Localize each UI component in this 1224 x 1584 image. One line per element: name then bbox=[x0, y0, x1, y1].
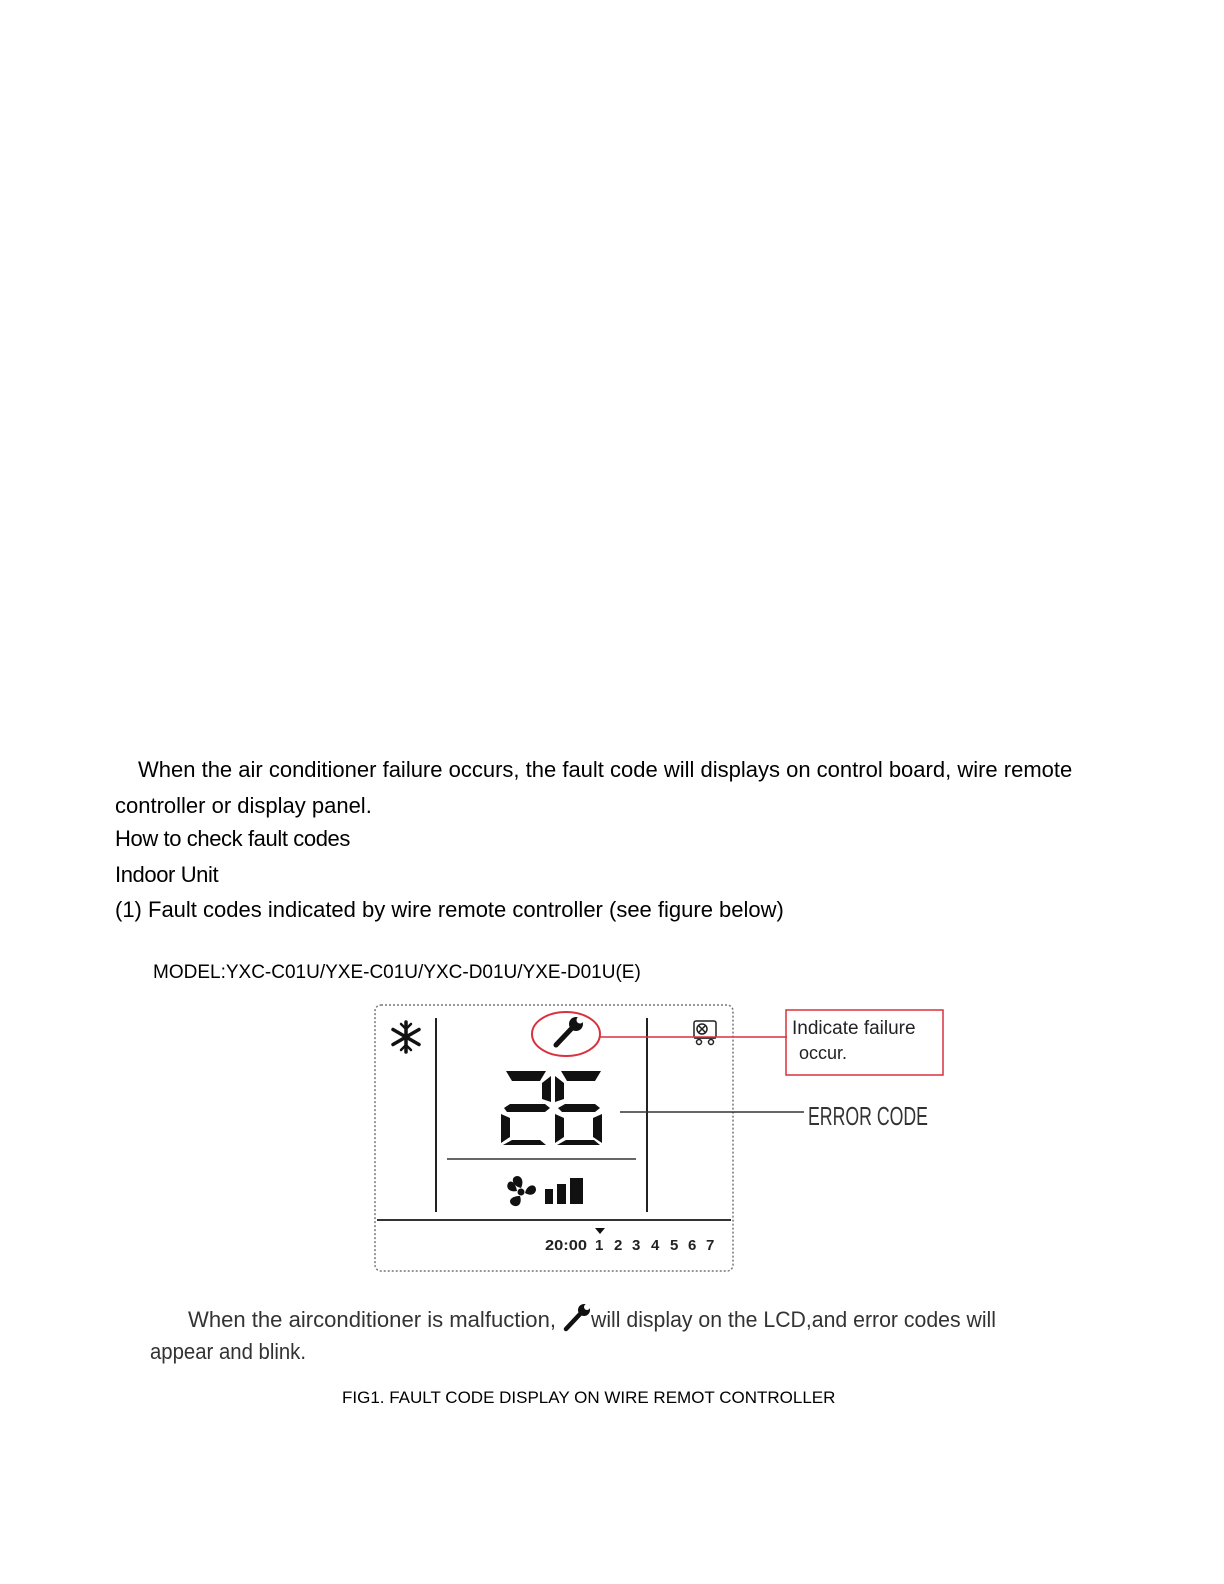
weekday-7: 7 bbox=[706, 1237, 715, 1254]
weekday-4: 4 bbox=[651, 1237, 660, 1254]
figure-note-part2: will display on the LCD,and error codes will bbox=[590, 1307, 996, 1332]
lcd-clock: 20:00 bbox=[545, 1237, 587, 1254]
callout-error-code: ERROR CODE bbox=[808, 1101, 928, 1131]
weekday-6: 6 bbox=[688, 1237, 697, 1254]
heading-check-fault-codes: How to check fault codes bbox=[115, 826, 350, 851]
figure-note-part1: When the airconditioner is malfuction, bbox=[188, 1307, 556, 1332]
model-label: MODEL:YXC-C01U/YXE-C01U/YXC-D01U/YXE-D01U(E) bbox=[153, 962, 641, 983]
weekday-1: 1 bbox=[595, 1237, 604, 1254]
weekday-5: 5 bbox=[670, 1237, 679, 1254]
heading-indoor-unit: Indoor Unit bbox=[115, 862, 219, 887]
callout-failure-line1: Indicate failure bbox=[792, 1018, 916, 1039]
weekday-3: 3 bbox=[632, 1237, 641, 1254]
note-wrench-icon bbox=[566, 1304, 590, 1329]
callout-failure-line2: occur. bbox=[799, 1043, 848, 1063]
list-item-wire-remote: (1) Fault codes indicated by wire remote controller (see figure below) bbox=[115, 897, 784, 922]
figure-caption: FIG1. FAULT CODE DISPLAY ON WIRE REMOT CONTROLLER bbox=[342, 1388, 836, 1407]
figure-note-line2: appear and blink. bbox=[150, 1339, 306, 1364]
weekday-2: 2 bbox=[614, 1237, 623, 1254]
intro-paragraph: When the air conditioner failure occurs, the fault code will displays on control board, wire remote controller or display panel. bbox=[115, 757, 1073, 818]
